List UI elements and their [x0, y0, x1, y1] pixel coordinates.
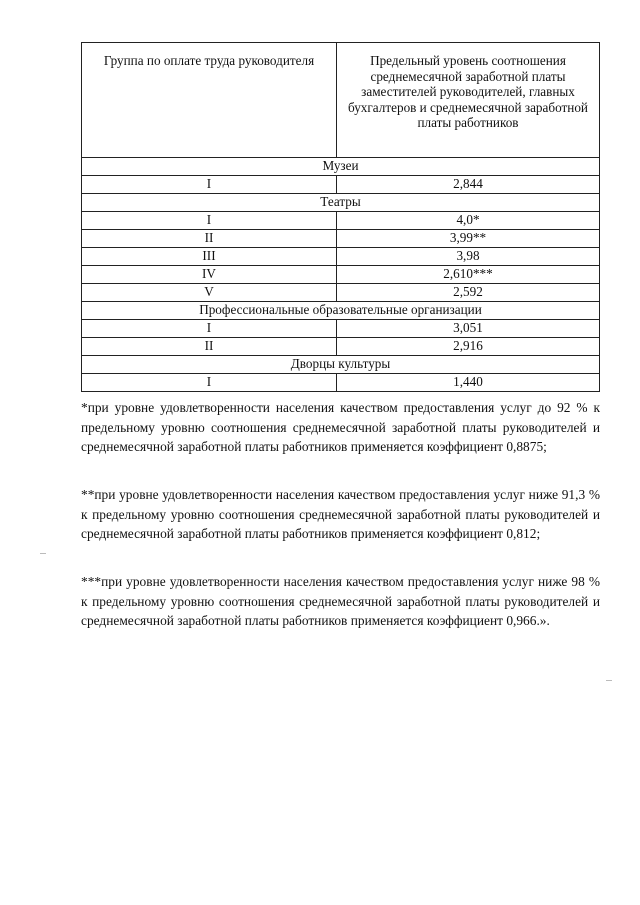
group-cell: V — [82, 284, 337, 302]
table-row — [82, 338, 600, 356]
value-cell: 1,440 — [337, 374, 600, 392]
footnote-1 — [81, 398, 600, 457]
value-cell: 2,916 — [337, 338, 600, 356]
footnote-3 — [81, 572, 600, 631]
table-row — [82, 266, 600, 284]
section-title: Музеи — [82, 158, 600, 176]
value-cell: 2,610*** — [337, 266, 600, 284]
section-row-culture-palaces — [82, 356, 600, 374]
section-title: Профессиональные образовательные организации — [82, 302, 600, 320]
value-cell: 3,99** — [337, 230, 600, 248]
section-row-professional-education — [82, 302, 600, 320]
group-cell: I — [82, 374, 337, 392]
value-cell: 2,592 — [337, 284, 600, 302]
group-cell: I — [82, 176, 337, 194]
group-cell: I — [82, 320, 337, 338]
group-cell: II — [82, 338, 337, 356]
group-cell: III — [82, 248, 337, 266]
table-row — [82, 176, 600, 194]
value-cell: 2,844 — [337, 176, 600, 194]
group-cell: I — [82, 212, 337, 230]
footnote-text: *при уровне удовлетворенности населения качеством предоставления услуг до 92 % к предельному уровню соотношения среднемесячной заработной платы руководителей и среднемесячной заработной платы работников применяется коэффициент 0,8875; — [81, 400, 600, 454]
table-row — [82, 212, 600, 230]
salary-ratio-table — [81, 42, 600, 392]
footnote-2 — [81, 485, 600, 544]
section-title: Театры — [82, 194, 600, 212]
table-row — [82, 320, 600, 338]
header-group-cell: Группа по оплате труда руководителя — [82, 43, 337, 158]
value-cell: 3,98 — [337, 248, 600, 266]
section-title: Дворцы культуры — [82, 356, 600, 374]
section-row-theatres — [82, 194, 600, 212]
value-cell: 4,0* — [337, 212, 600, 230]
header-ratio-cell: Предельный уровень соотношения среднемесячной заработной платы заместителей руководителей, главных бухгалтеров и среднемесячной заработной платы работников — [337, 43, 600, 158]
footnote-text: **при уровне удовлетворенности населения качеством предоставления услуг ниже 91,3 % к предельному уровню соотношения среднемесячной заработной платы руководителей и среднемесячной заработной платы работников применяется коэффициент 0,812; — [81, 487, 600, 541]
table-row — [82, 374, 600, 392]
value-cell: 3,051 — [337, 320, 600, 338]
group-cell: II — [82, 230, 337, 248]
scan-mark — [40, 553, 46, 554]
footnote-text: ***при уровне удовлетворенности населения качеством предоставления услуг ниже 98 % к предельному уровню соотношения среднемесячной заработной платы руководителей и среднемесячной заработной платы работников применяется коэффициент 0,966.». — [81, 574, 600, 628]
table-row — [82, 284, 600, 302]
section-row-museums — [82, 158, 600, 176]
table-row — [82, 248, 600, 266]
group-cell: IV — [82, 266, 337, 284]
scan-mark — [606, 680, 612, 681]
table-row — [82, 230, 600, 248]
table-header-row — [82, 43, 600, 158]
